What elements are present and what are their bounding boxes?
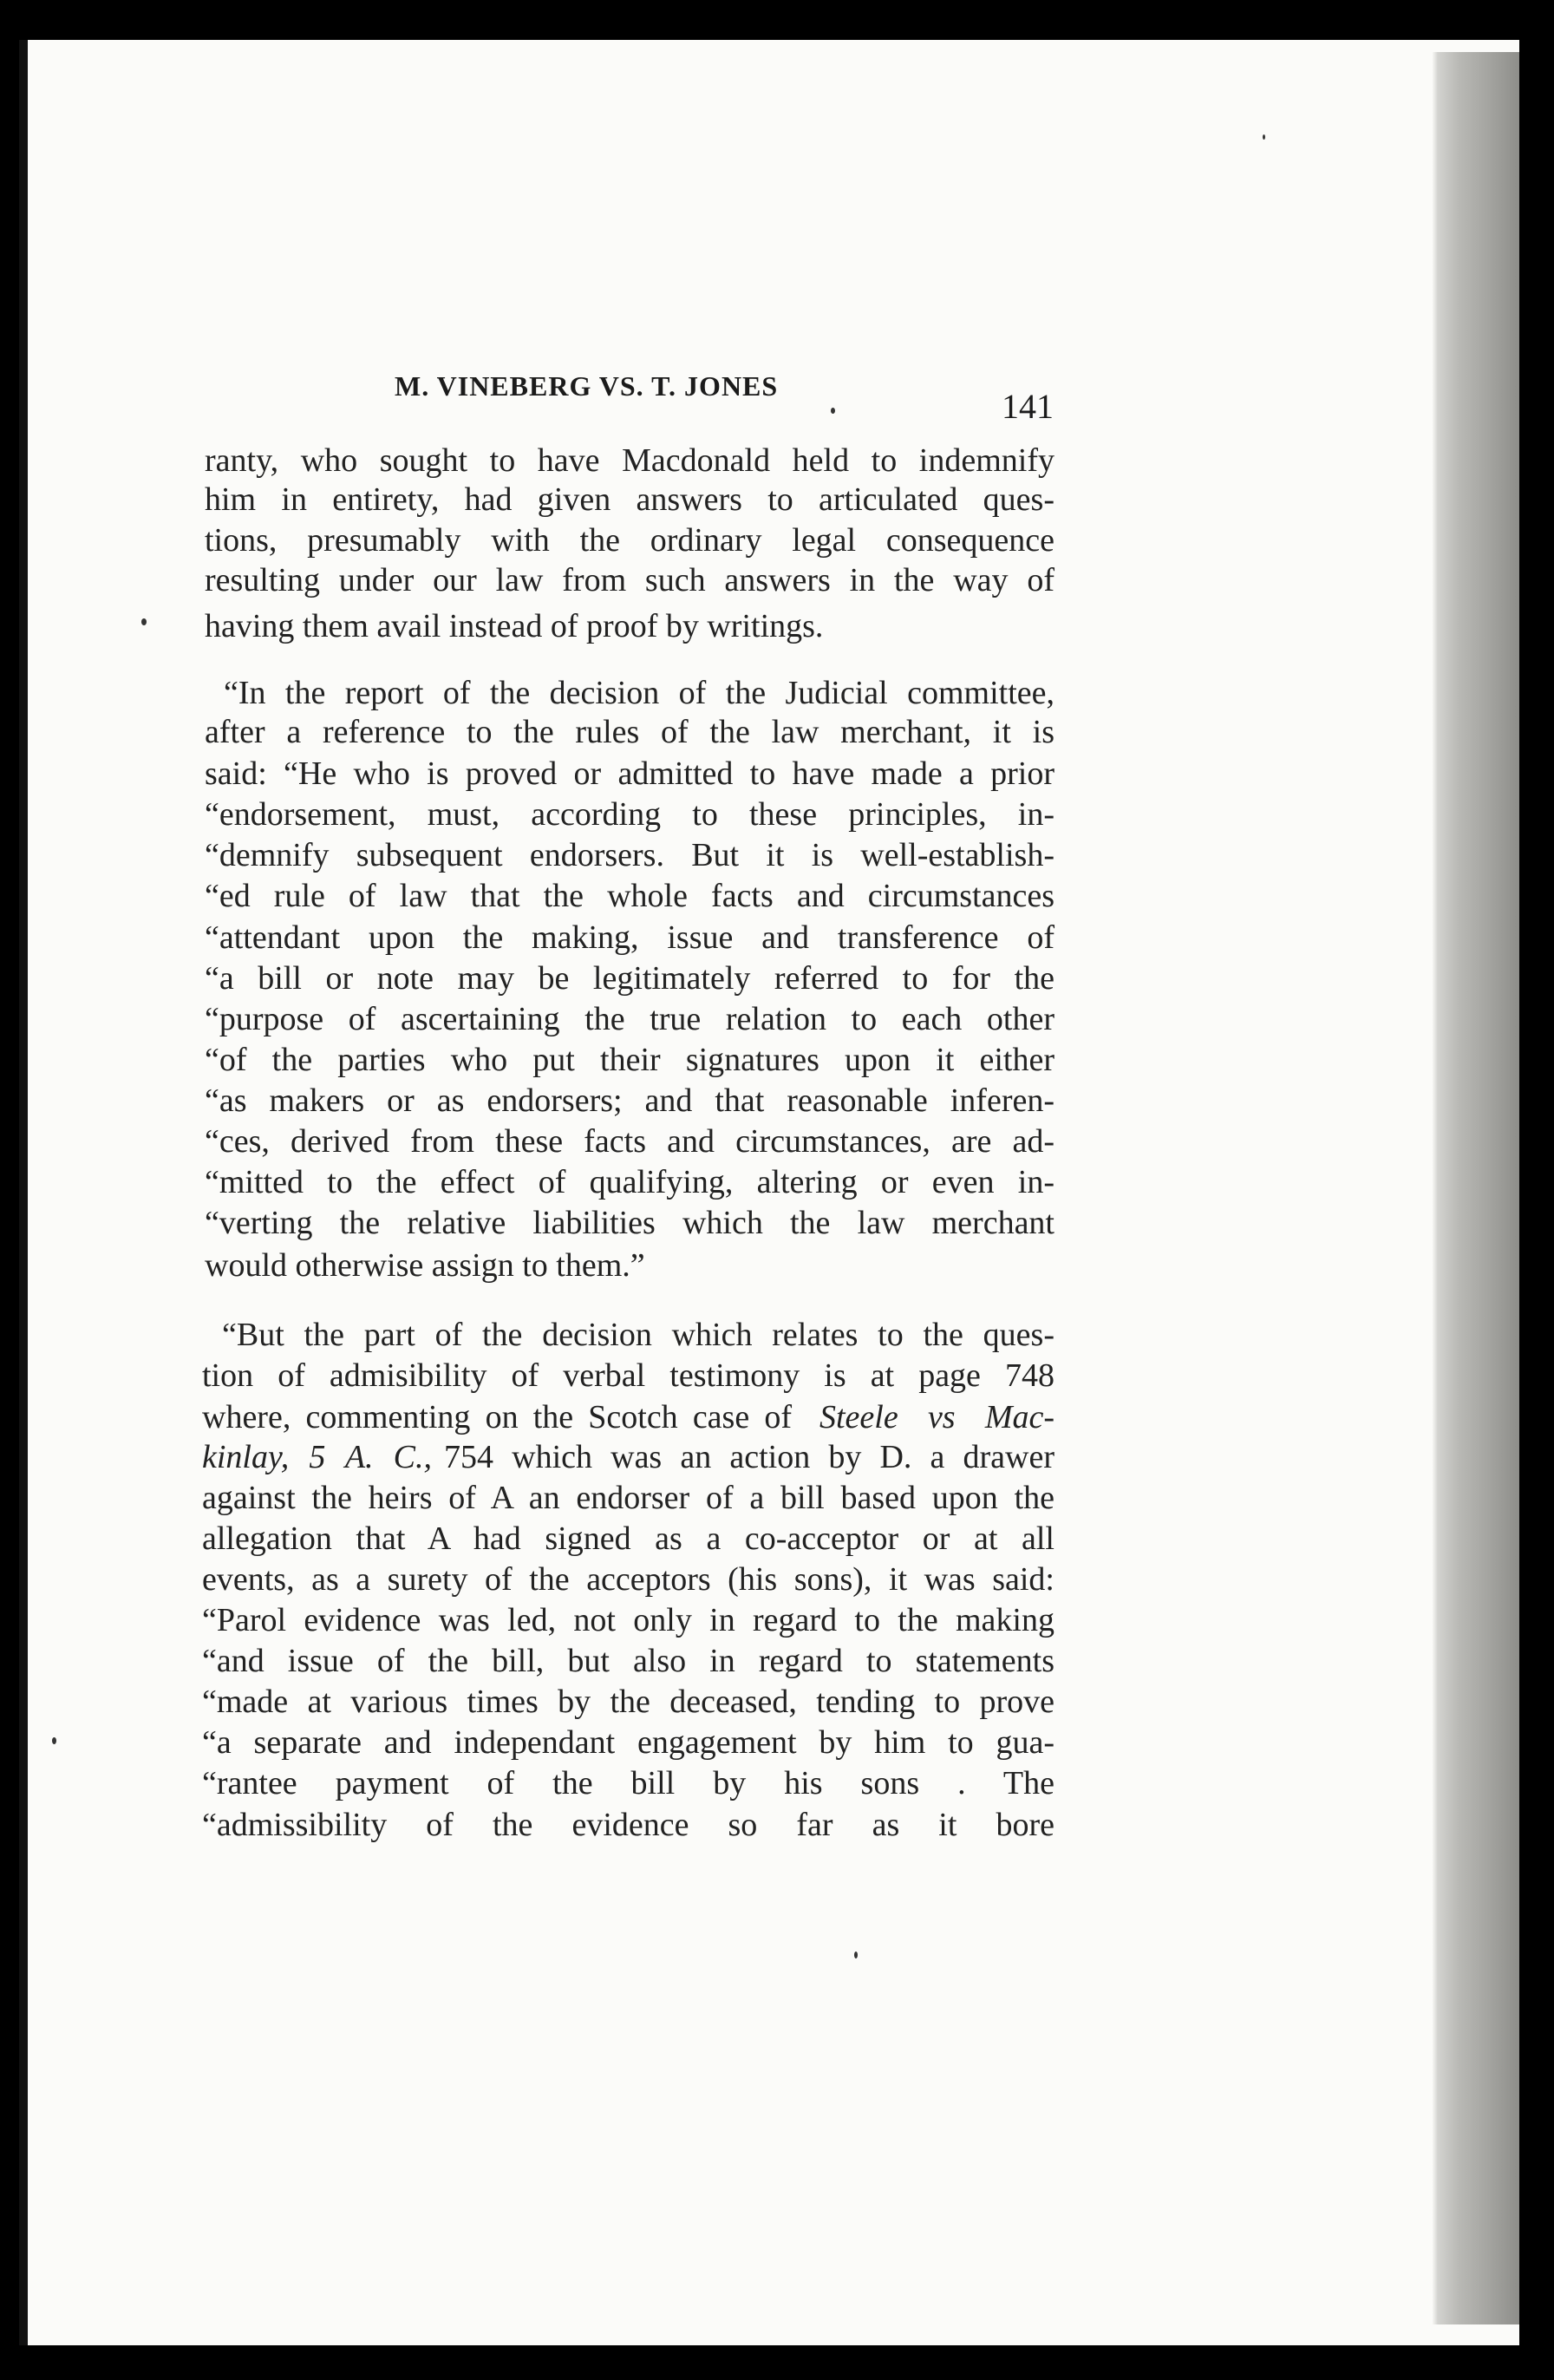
text-line: “ed rule of law that the whole facts and circumstances [205,878,1054,914]
text-line: “attendant upon the making, issue and transference of [205,919,1054,956]
text-line: “purpose of ascertaining the true relation to each other [205,1001,1054,1037]
text-line: after a reference to the rules of the law merchant, it is [205,714,1054,750]
text-line: “rantee payment of the bill by his sons . The [202,1765,1054,1801]
text-line: resulting under our law from such answers in the way of [205,562,1054,598]
text-line: “and issue of the bill, but also in regard to statements [202,1643,1054,1679]
text-line: “made at various times by the deceased, tending to prove [202,1684,1054,1720]
text-line: “of the parties who put their signatures upon it either [205,1042,1054,1078]
text-line: tions, presumably with the ordinary legal consequence [205,522,1054,559]
case-citation: kinlay, 5 A. C., [202,1439,432,1475]
text-line: “admissibility of the evidence so far as it bore [202,1807,1054,1843]
text-line: “a separate and independant engagement by him to gua- [202,1724,1054,1761]
text-line: where, commenting on the Scotch case of [202,1399,792,1435]
text-line: “endorsement, must, according to these principles, in- [205,796,1054,833]
text-line: “verting the relative liabilities which the law merchant [205,1205,1054,1241]
text-line: “demnify subsequent endorsers. But it is well-establish- [205,837,1054,873]
text-line: ranty, who sought to have Macdonald held to indemnify [205,442,1054,479]
text-line: said: “He who is proved or admitted to have made a prior [205,755,1054,792]
text-line: would otherwise assign to them.” [205,1247,645,1284]
text-line: “mitted to the effect of qualifying, altering or even in- [205,1164,1054,1200]
text-line: him in entirety, had given answers to articulated ques- [205,481,1054,518]
text-line: “ces, derived from these facts and circumstances, are ad- [205,1123,1054,1160]
case-citation: Steele vs Mac- [819,1399,1054,1435]
scan-speck [854,1952,858,1958]
scan-speck [52,1737,56,1744]
page-edge-shadow [1433,52,1519,2324]
text-line: against the heirs of A an endorser of a bill based upon the [202,1480,1054,1516]
scan-speck [831,408,835,414]
text-line: events, as a surety of the acceptors (his sons), it was said: [202,1561,1054,1598]
text-line: having them avail instead of proof by writings. [205,608,824,644]
text-line: “as makers or as endorsers; and that reasonable inferen- [205,1082,1054,1119]
text-line: allegation that A had signed as a co-acceptor or at all [202,1520,1054,1557]
scan-speck [141,618,147,625]
running-head: M. VINEBERG VS. T. JONES [395,370,779,402]
scan-left-edge [19,40,28,2345]
text-line: “But the part of the decision which relates to the ques- [222,1317,1054,1353]
text-line: 754 which was an action by D. a drawer [444,1439,1054,1475]
text-line: “In the report of the decision of the Judicial committee, [224,675,1054,711]
text-line: tion of admisibility of verbal testimony is at page 748 [202,1357,1054,1394]
scan-speck [1263,134,1265,140]
page-number: 141 [1002,387,1054,426]
text-line: “a bill or note may be legitimately referred to for the [205,960,1054,997]
text-line: “Parol evidence was led, not only in regard to the making [202,1602,1054,1638]
